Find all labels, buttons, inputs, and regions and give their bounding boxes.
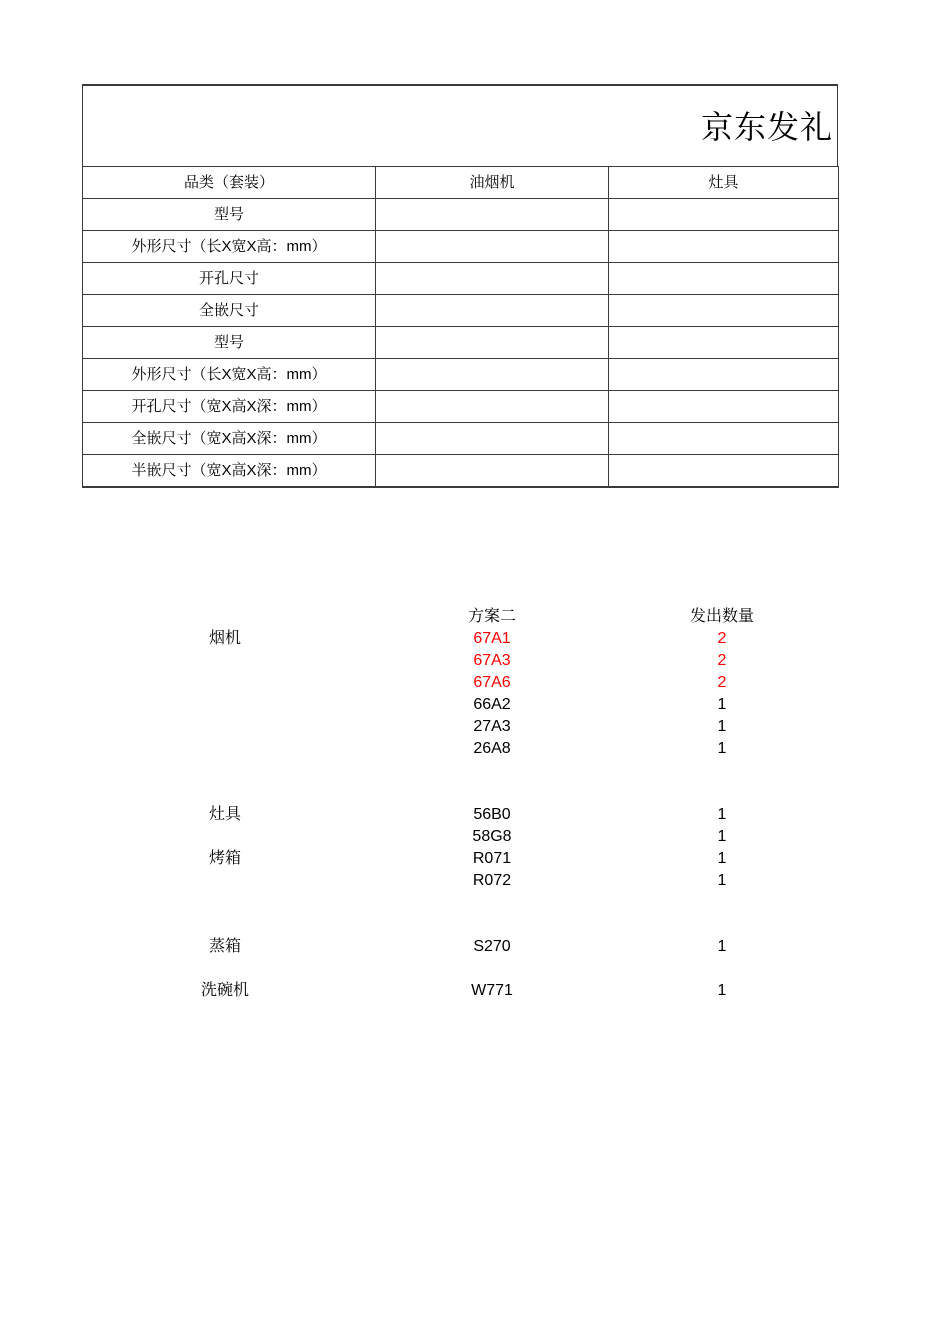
spec-table-body xyxy=(83,167,839,488)
plan-quantity[interactable]: 1 xyxy=(717,828,727,845)
plan-quantity[interactable]: 1 xyxy=(717,872,727,889)
plan-category-label: 洗碗机 xyxy=(200,982,249,999)
plan-category-label: 烤箱 xyxy=(208,850,241,867)
plan-category-label: 烟机 xyxy=(208,630,241,647)
plan-category-label: 灶具 xyxy=(208,806,241,823)
list-item xyxy=(0,848,950,870)
plan-quantity[interactable]: 1 xyxy=(717,806,727,823)
spec-row-label: 型号 xyxy=(83,199,376,231)
list-item xyxy=(0,672,950,694)
table-row xyxy=(83,455,839,488)
list-item xyxy=(0,826,950,848)
spec-cell-hood[interactable] xyxy=(376,455,609,488)
spec-cell-hood[interactable] xyxy=(376,199,609,231)
table-row xyxy=(83,391,839,423)
list-item xyxy=(0,650,950,672)
table-row xyxy=(83,263,839,295)
list-item xyxy=(0,980,950,1002)
spec-row-label: 外形尺寸（长X宽X高：mm） xyxy=(83,231,376,263)
plan-quantity[interactable]: 1 xyxy=(717,696,727,713)
list-item xyxy=(0,694,950,716)
plan-model[interactable]: S270 xyxy=(473,938,511,955)
spec-row-label: 品类（套装） xyxy=(83,167,376,199)
spec-cell-stove[interactable] xyxy=(609,423,839,455)
table-row xyxy=(83,423,839,455)
spec-row-label: 全嵌尺寸 xyxy=(83,295,376,327)
spec-cell-hood[interactable] xyxy=(376,263,609,295)
spec-cell-stove[interactable] xyxy=(609,231,839,263)
spec-cell-hood[interactable] xyxy=(376,327,609,359)
spec-sheet xyxy=(82,84,838,488)
list-item xyxy=(0,716,950,738)
plan-model[interactable]: 66A2 xyxy=(473,696,511,713)
spec-table xyxy=(82,166,839,488)
plan-model[interactable]: 67A3 xyxy=(473,652,511,669)
spec-cell-hood[interactable] xyxy=(376,359,609,391)
plan-quantity[interactable]: 1 xyxy=(717,982,727,999)
plan-category-label: 蒸箱 xyxy=(208,938,241,955)
spec-row-label: 全嵌尺寸（宽X高X深：mm） xyxy=(83,423,376,455)
plan-model[interactable]: 67A6 xyxy=(473,674,511,691)
spec-cell-hood[interactable] xyxy=(376,423,609,455)
plan-model[interactable]: W771 xyxy=(471,982,513,999)
table-row xyxy=(83,231,839,263)
spec-row-label: 外形尺寸（长X宽X高：mm） xyxy=(83,359,376,391)
list-item xyxy=(0,628,950,650)
list-item xyxy=(0,804,950,826)
list-spacer xyxy=(0,892,950,936)
plan-quantity[interactable]: 1 xyxy=(717,740,727,757)
plan-list xyxy=(0,606,950,1002)
spec-cell-hood[interactable] xyxy=(376,295,609,327)
spec-row-label: 开孔尺寸 xyxy=(83,263,376,295)
plan-quantity[interactable]: 2 xyxy=(717,674,727,691)
table-row xyxy=(83,359,839,391)
spec-cell-stove[interactable] xyxy=(609,199,839,231)
spec-col-header-hood: 油烟机 xyxy=(376,167,609,199)
plan-model[interactable]: 56B0 xyxy=(473,806,511,823)
spec-col-header-stove: 灶具 xyxy=(609,167,839,199)
spec-cell-stove[interactable] xyxy=(609,359,839,391)
table-row xyxy=(83,327,839,359)
table-row xyxy=(83,167,839,199)
plan-quantity[interactable]: 1 xyxy=(717,718,727,735)
spec-row-label: 开孔尺寸（宽X高X深：mm） xyxy=(83,391,376,423)
list-spacer xyxy=(0,760,950,804)
plan-quantity[interactable]: 1 xyxy=(717,938,727,955)
page-title: 京东发礼 xyxy=(701,109,834,145)
list-item xyxy=(0,936,950,958)
spec-cell-hood[interactable] xyxy=(376,231,609,263)
table-row xyxy=(83,295,839,327)
list-item xyxy=(0,870,950,892)
spec-cell-stove[interactable] xyxy=(609,391,839,423)
plan-model[interactable]: R071 xyxy=(472,850,512,867)
plan-quantity[interactable]: 2 xyxy=(717,652,727,669)
plan-model[interactable]: 58G8 xyxy=(472,828,512,845)
plan-model[interactable]: 27A3 xyxy=(473,718,511,735)
plan-quantity[interactable]: 2 xyxy=(717,630,727,647)
spec-cell-stove[interactable] xyxy=(609,295,839,327)
spec-row-label: 型号 xyxy=(83,327,376,359)
list-item xyxy=(0,738,950,760)
plan-header-plan: 方案二 xyxy=(467,608,516,625)
spec-cell-stove[interactable] xyxy=(609,455,839,488)
list-spacer xyxy=(0,958,950,980)
spec-cell-hood[interactable] xyxy=(376,391,609,423)
sheet-title-band xyxy=(82,84,838,166)
plan-model[interactable]: 26A8 xyxy=(473,740,511,757)
spec-cell-stove[interactable] xyxy=(609,327,839,359)
spec-row-label: 半嵌尺寸（宽X高X深：mm） xyxy=(83,455,376,488)
plan-model[interactable]: R072 xyxy=(472,872,512,889)
plan-header-quantity: 发出数量 xyxy=(689,608,754,625)
plan-quantity[interactable]: 1 xyxy=(717,850,727,867)
table-row xyxy=(83,199,839,231)
plan-list-header xyxy=(0,606,950,628)
plan-model[interactable]: 67A1 xyxy=(473,630,511,647)
spec-cell-stove[interactable] xyxy=(609,263,839,295)
